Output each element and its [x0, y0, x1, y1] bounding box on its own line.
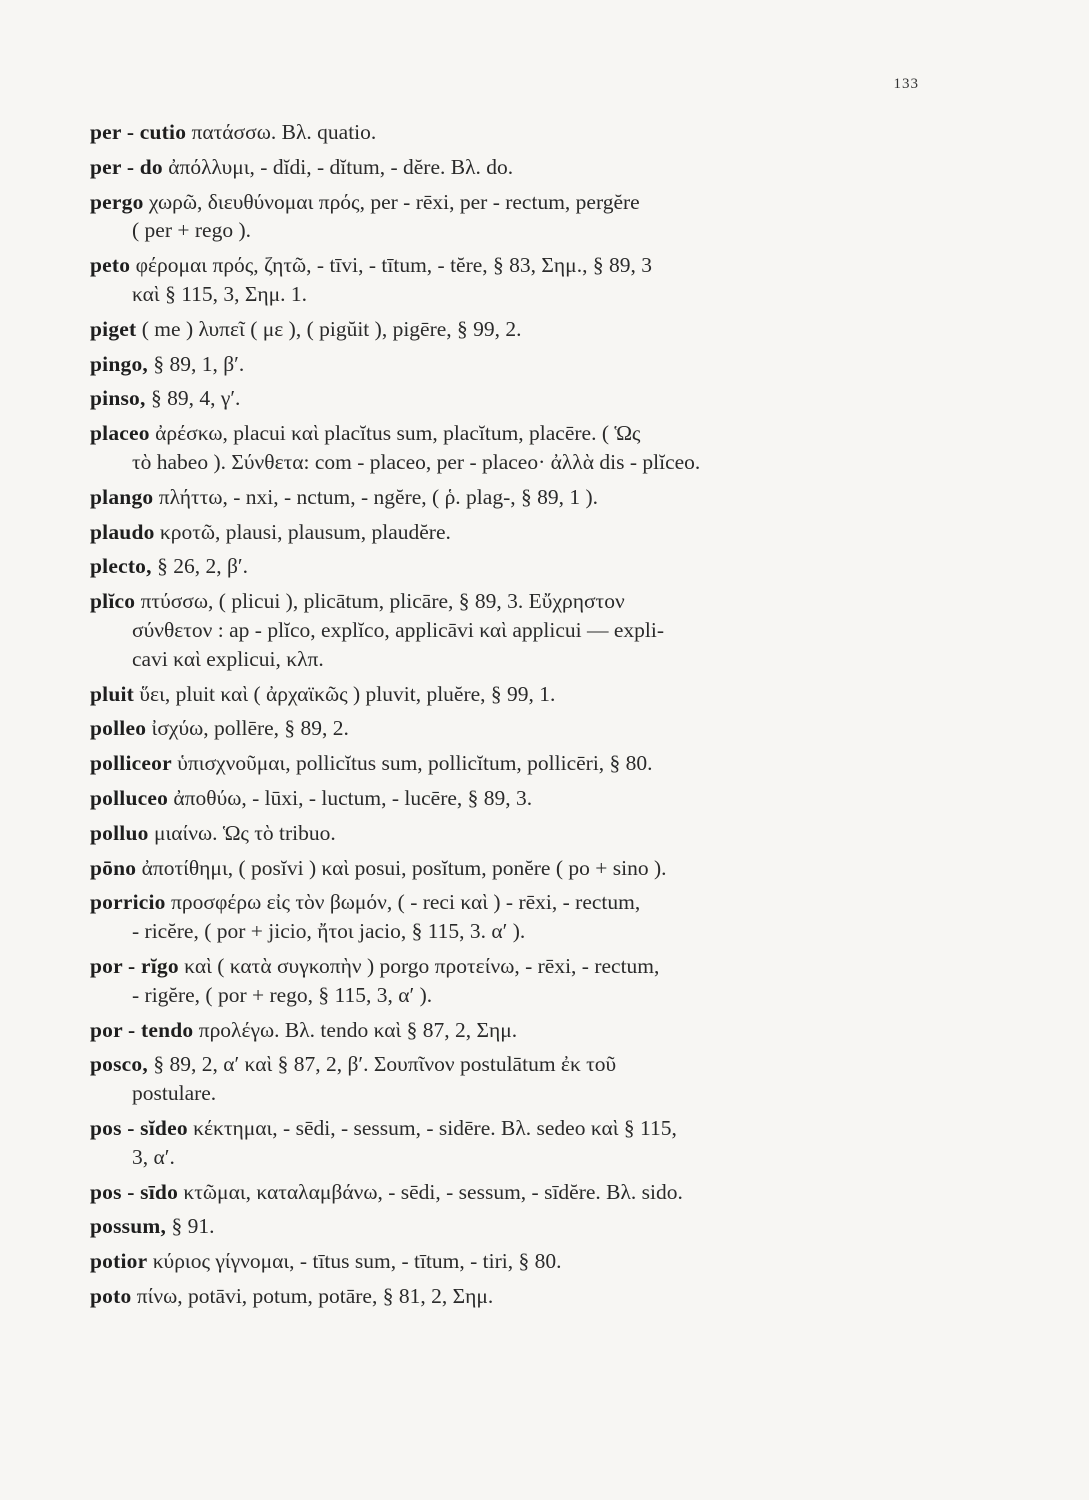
entry-definition-text: καὶ § 115, 3, Σημ. 1. — [132, 281, 308, 306]
entry-continuation-line — [90, 216, 930, 245]
entry-headword: poto — [90, 1283, 132, 1308]
dictionary-entry — [90, 350, 930, 379]
entry-first-line — [90, 749, 930, 778]
entry-definition-text: cavi καὶ explicui, κλπ. — [132, 646, 324, 671]
entry-first-line — [90, 153, 930, 182]
dictionary-entry — [90, 680, 930, 709]
entry-definition-text: προσφέρω εἰς τὸν βωμόν, ( - reci καὶ ) - rēxi, - rectum, — [171, 890, 641, 915]
entry-headword: polluo — [90, 820, 149, 845]
entry-first-line — [90, 587, 930, 616]
entry-headword: pōno — [90, 855, 137, 880]
dictionary-entry — [90, 1247, 930, 1276]
entry-first-line — [90, 819, 930, 848]
entry-headword: polluceo — [90, 785, 169, 810]
entry-headword: pos - sĭdeo — [90, 1115, 188, 1140]
dictionary-entry — [90, 1282, 930, 1311]
dictionary-entry — [90, 714, 930, 743]
entry-definition-text: ἀπόλλυμι, - dĭdi, - dĭtum, - dĕre. Βλ. do. — [168, 154, 514, 179]
entry-definition-text: ὕει, pluit καὶ ( ἀρχαϊκῶς ) pluvit, pluĕre, § 99, 1. — [139, 681, 556, 706]
entry-headword: plecto, — [90, 554, 152, 579]
entry-first-line — [90, 1050, 930, 1079]
entry-first-line — [90, 714, 930, 743]
dictionary-entry — [90, 1212, 930, 1241]
entry-definition-text: πτύσσω, ( plicui ), plicātum, plicāre, § 89, 3. Εὔχρηστον — [140, 589, 625, 614]
entry-definition-text: ἀποθύω, - lūxi, - luctum, - lucēre, § 89, 3. — [173, 785, 533, 810]
entry-definition-text: προλέγω. Βλ. tendo καὶ § 87, 2, Σημ. — [198, 1017, 518, 1042]
entry-definition-text: ὑπισχνοῦμαι, pollicĭtus sum, pollicĭtum, pollicēri, § 80. — [177, 751, 653, 776]
dictionary-entry — [90, 118, 930, 147]
entry-definition-text: - ricĕre, ( por + jicio, ἤτοι jacio, § 115, 3. α′ ). — [132, 919, 526, 944]
entry-definition-text: πατάσσω. Βλ. quatio. — [191, 120, 377, 144]
dictionary-entry — [90, 819, 930, 848]
entry-continuation-line — [90, 280, 930, 309]
entry-first-line — [90, 315, 930, 344]
entry-first-line — [90, 251, 930, 280]
entry-definition-text: ( me ) λυπεῖ ( με ), ( pigŭit ), pigēre, § 99, 2. — [141, 316, 522, 341]
entry-definition-text: κέκτημαι, - sēdi, - sessum, - sidēre. Βλ. sedeo καὶ § 115, — [193, 1115, 677, 1140]
entry-definition-text: χωρῶ, διευθύνομαι πρός, per - rēxi, per - rectum, pergĕre — [148, 189, 640, 214]
dictionary-entry — [90, 483, 930, 512]
entry-headword: piget — [90, 316, 137, 341]
entry-definition-text: ἰσχύω, pollēre, § 89, 2. — [151, 716, 349, 741]
entry-definition-text: κύριος γίγνομαι, - tītus sum, - tītum, - tiri, § 80. — [152, 1249, 562, 1274]
entry-first-line — [90, 552, 930, 581]
entry-headword: per - do — [90, 154, 163, 179]
dictionary-entry — [90, 518, 930, 547]
entry-definition-text: φέρομαι πρός, ζητῶ, - tīvi, - tītum, - tĕre, § 83, Σημ., § 89, 3 — [135, 253, 652, 278]
entry-first-line — [90, 952, 930, 981]
entry-definition-text: κτῶμαι, καταλαμβάνω, - sēdi, - sessum, - sīdĕre. Βλ. sido. — [183, 1179, 683, 1204]
entry-first-line — [90, 483, 930, 512]
entry-definition-text: § 26, 2, β′. — [157, 554, 248, 579]
entry-headword: possum, — [90, 1214, 167, 1239]
entry-definition-text: κροτῶ, plausi, plausum, plaudĕre. — [159, 519, 451, 544]
entry-headword: por - rĭgo — [90, 953, 179, 978]
entry-first-line — [90, 1212, 930, 1241]
entry-definition-text: § 91. — [171, 1214, 215, 1239]
entry-definition-text: 3, α′. — [132, 1144, 175, 1169]
entry-definition-text: μιαίνω. Ὡς τὸ tribuo. — [153, 820, 336, 845]
entry-headword: pergo — [90, 189, 144, 214]
entry-first-line — [90, 1282, 930, 1311]
entry-definition-text: § 89, 4, γ′. — [150, 386, 241, 411]
dictionary-entry — [90, 952, 930, 1010]
entry-headword: pingo, — [90, 351, 148, 376]
entry-continuation-line — [90, 981, 930, 1010]
dictionary-entry — [90, 784, 930, 813]
page-number: 133 — [893, 76, 919, 92]
entry-headword: plango — [90, 484, 154, 509]
entry-first-line — [90, 1016, 930, 1045]
entry-list — [90, 118, 930, 1317]
entry-definition-text: postulare. — [132, 1081, 217, 1106]
entry-continuation-line — [90, 616, 930, 645]
entry-headword: potior — [90, 1249, 148, 1274]
entry-definition-text: - rigĕre, ( por + rego, § 115, 3, α′ ). — [132, 982, 433, 1007]
dictionary-entry — [90, 1050, 930, 1108]
entry-first-line — [90, 1247, 930, 1276]
dictionary-entry — [90, 854, 930, 883]
entry-definition-text: ἀρέσκω, placui καὶ placĭtus sum, placĭtum, placēre. ( Ὡς — [155, 421, 641, 446]
entry-first-line — [90, 784, 930, 813]
entry-first-line — [90, 1178, 930, 1207]
entry-definition-text: καὶ ( κατὰ συγκοπὴν ) porgo προτείνω, - rēxi, - rectum, — [184, 953, 660, 978]
entry-first-line — [90, 419, 930, 448]
entry-headword: polleo — [90, 716, 147, 741]
entry-first-line — [90, 854, 930, 883]
entry-headword: porricio — [90, 890, 166, 915]
entry-headword: placeo — [90, 421, 150, 446]
dictionary-entry — [90, 188, 930, 246]
entry-definition-text: § 89, 2, α′ καὶ § 87, 2, β′. Σουπῖνον postulātum ἐκ τοῦ — [153, 1052, 617, 1077]
entry-headword: pos - sīdo — [90, 1179, 179, 1204]
entry-definition-text: πλήττω, - nxi, - nctum, - ngĕre, ( ῥ. plag-, § 89, 1 ). — [158, 484, 599, 509]
entry-first-line — [90, 118, 930, 147]
entry-continuation-line — [90, 645, 930, 674]
entry-headword: per - cutio — [90, 120, 187, 144]
entry-headword: peto — [90, 253, 131, 278]
entry-headword: por - tendo — [90, 1017, 194, 1042]
dictionary-entry — [90, 419, 930, 477]
entry-first-line — [90, 1114, 930, 1143]
entry-headword: pinso, — [90, 386, 146, 411]
entry-headword: polliceor — [90, 751, 172, 776]
dictionary-entry — [90, 251, 930, 309]
entry-first-line — [90, 680, 930, 709]
dictionary-entry — [90, 587, 930, 673]
entry-continuation-line — [90, 448, 930, 477]
dictionary-entry — [90, 153, 930, 182]
entry-headword: posco, — [90, 1052, 148, 1077]
entry-definition-text: τὸ habeo ). Σύνθετα: com - placeo, per - placeo· ἀλλὰ dis - plĭceo. — [132, 449, 701, 474]
dictionary-entry — [90, 888, 930, 946]
entry-continuation-line — [90, 917, 930, 946]
entry-headword: plaudo — [90, 519, 155, 544]
dictionary-entry — [90, 384, 930, 413]
dictionary-entry — [90, 1016, 930, 1045]
entry-first-line — [90, 188, 930, 217]
entry-definition-text: ( per + rego ). — [132, 218, 251, 243]
entry-continuation-line — [90, 1079, 930, 1108]
entry-first-line — [90, 518, 930, 547]
entry-definition-text: § 89, 1, β′. — [153, 351, 245, 376]
entry-headword: pluit — [90, 681, 135, 706]
entry-first-line — [90, 350, 930, 379]
entry-definition-text: σύνθετον : ap - plĭco, explĭco, applicāvi καὶ applicui — expli- — [132, 617, 664, 642]
dictionary-entry — [90, 552, 930, 581]
entry-first-line — [90, 384, 930, 413]
dictionary-entry — [90, 1114, 930, 1172]
dictionary-entry — [90, 1178, 930, 1207]
entry-definition-text: ἀποτίθημι, ( posĭvi ) καὶ posui, posĭtum, ponĕre ( po + sino ). — [141, 855, 667, 880]
dictionary-entry — [90, 315, 930, 344]
entry-continuation-line — [90, 1143, 930, 1172]
entry-first-line — [90, 888, 930, 917]
entry-headword: plĭco — [90, 589, 136, 614]
dictionary-entry — [90, 749, 930, 778]
entry-definition-text: πίνω, potāvi, potum, potāre, § 81, 2, Σημ. — [136, 1283, 494, 1308]
